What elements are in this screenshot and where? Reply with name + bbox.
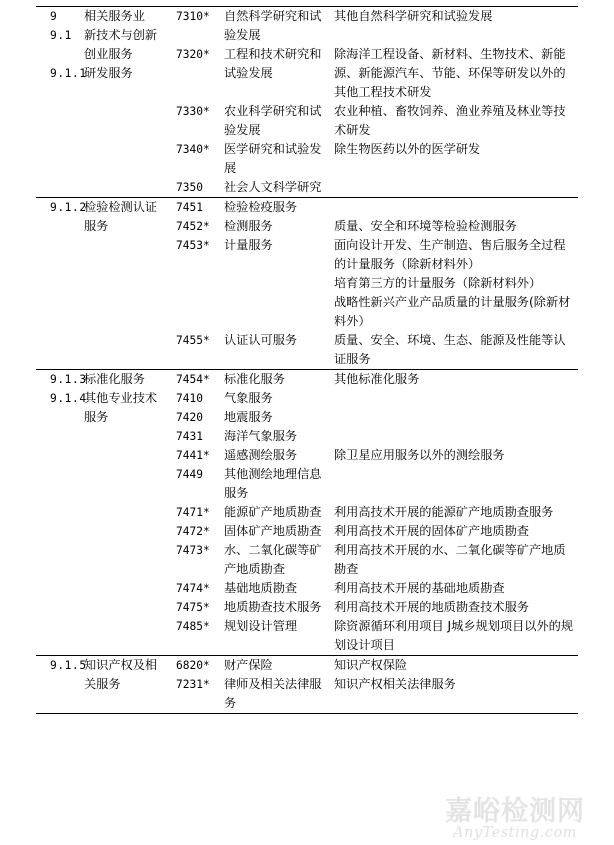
item-name-list	[218, 7, 327, 197]
description-cell	[327, 656, 578, 714]
item-filler	[224, 350, 324, 369]
item-description	[334, 178, 574, 197]
item-code: 7472*	[176, 525, 210, 538]
item-description: 除海洋工程设备、新材料、生物技术、新能源、新能源汽车、节能、环保等研发以外的其他工程技术研发	[334, 47, 566, 99]
item-code: 7441*	[176, 449, 210, 462]
table-section-row	[36, 370, 578, 656]
item-description: 质量、安全和环境等检验检测服务	[334, 219, 517, 233]
description-list	[327, 7, 578, 197]
item-filler	[224, 312, 324, 331]
category-name-line: 创业服务	[84, 47, 133, 61]
item-name: 财产保险	[224, 658, 273, 672]
item-code: 7449	[176, 468, 203, 481]
item-code: 7455*	[176, 334, 210, 347]
category-name-cell	[78, 370, 170, 656]
item-name: 标准化服务	[224, 372, 285, 386]
category-name-list	[78, 198, 170, 236]
item-name: 自然科学研究和试验发展	[224, 9, 322, 42]
item-name: 律师及相关法律服务	[224, 677, 322, 710]
item-code	[176, 274, 215, 293]
category-name-line: 研发服务	[84, 66, 133, 80]
item-name: 固体矿产地质勘查	[224, 524, 322, 538]
section-number	[50, 45, 75, 64]
item-code: 7474*	[176, 582, 210, 595]
code-filler	[176, 484, 215, 503]
item-filler	[224, 255, 324, 274]
item-description: 知识产权保险	[334, 658, 408, 672]
item-name: 海洋气象服务	[224, 429, 298, 443]
item-name	[224, 274, 324, 293]
item-description: 知识产权相关法律服务	[334, 677, 456, 691]
category-name-line: 服务	[84, 410, 109, 424]
description-cell	[327, 370, 578, 656]
item-description: 除资源循环利用项目 J城乡规划项目以外的规划设计项目	[334, 619, 574, 652]
section-number: 9.1	[50, 29, 73, 42]
item-name: 其他测绘地理信息服务	[224, 467, 322, 500]
section-number-list	[36, 7, 87, 83]
description-filler	[334, 159, 574, 178]
item-name: 规划设计管理	[224, 619, 298, 633]
category-name-line: 知识产权及相	[84, 658, 158, 672]
item-description	[334, 465, 574, 484]
code-list	[170, 198, 218, 369]
code-list	[170, 656, 218, 713]
item-description: 质量、安全、环境、生态、能源及性能等认证服务	[334, 333, 566, 366]
item-code: 7420	[176, 411, 203, 424]
item-description	[334, 389, 574, 408]
item-description	[334, 198, 574, 217]
item-name-cell	[218, 7, 327, 198]
item-code: 7350	[176, 181, 203, 194]
section-number-list	[36, 198, 87, 217]
section-number-cell	[36, 370, 87, 656]
section-number-cell	[36, 7, 87, 198]
code-cell	[170, 656, 218, 714]
item-code: 7330*	[176, 105, 210, 118]
item-description: 其他标准化服务	[334, 372, 420, 386]
section-number-list	[36, 656, 87, 675]
watermark-cn-text: 嘉峪检测网	[445, 796, 585, 827]
item-description: 面向设计开发、生产制造、售后服务全过程的计量服务（除新材料外）	[334, 238, 566, 271]
section-number-list	[36, 370, 87, 408]
item-name: 地震服务	[224, 410, 273, 424]
item-code: 7320*	[176, 48, 210, 61]
section-number-cell	[36, 656, 87, 714]
item-name: 工程和技术研究和试验发展	[224, 47, 322, 80]
code-cell	[170, 198, 218, 370]
item-description: 战略性新兴产业产品质量的计量服务(除新材料外）	[334, 295, 571, 328]
section-number: 9.1.4	[50, 392, 87, 405]
item-code: 7475*	[176, 601, 210, 614]
item-name: 水、二氧化碳等矿产地质勘查	[224, 543, 322, 576]
item-code: 7451	[176, 201, 203, 214]
description-filler	[334, 694, 574, 713]
description-filler	[334, 26, 574, 45]
category-name-line: 检验检测认证	[84, 200, 158, 214]
table-body	[36, 7, 578, 713]
code-filler	[176, 121, 215, 140]
item-name: 认证认可服务	[224, 333, 298, 347]
section-number: 9	[50, 10, 58, 23]
code-cell	[170, 7, 218, 198]
section-number: 9.1.3	[50, 373, 87, 386]
item-name: 检验检疫服务	[224, 200, 298, 214]
item-name-cell	[218, 656, 327, 714]
code-list	[170, 7, 218, 197]
code-filler	[176, 255, 215, 274]
category-name-line: 关服务	[84, 677, 121, 691]
code-filler	[176, 694, 215, 713]
category-name-list	[78, 370, 170, 427]
item-name: 医学研究和试验发展	[224, 142, 322, 175]
item-name	[224, 293, 324, 312]
item-description: 利用高技术开展的水、二氧化碳等矿产地质勘查	[334, 543, 566, 576]
item-code: 7473*	[176, 544, 210, 557]
item-name: 基础地质勘查	[224, 581, 298, 595]
item-code: 7471*	[176, 506, 210, 519]
category-name-line: 新技术与创新	[84, 28, 158, 42]
item-filler	[224, 83, 324, 102]
table-section-row	[36, 7, 578, 198]
item-name-list	[218, 370, 327, 655]
item-code: 7410	[176, 392, 203, 405]
code-filler	[176, 159, 215, 178]
item-name: 农业科学研究和试验发展	[224, 104, 322, 137]
category-name-cell	[78, 7, 170, 198]
watermark	[422, 797, 608, 841]
code-filler	[176, 560, 215, 579]
code-filler	[176, 312, 215, 331]
code-list	[170, 370, 218, 655]
category-name-line: 标准化服务	[84, 372, 145, 386]
watermark-en-text: AnyTesting.com	[453, 825, 577, 841]
item-description: 利用高技术开展的基础地质勘查	[334, 581, 505, 595]
item-name: 计量服务	[224, 238, 273, 252]
item-description: 其他自然科学研究和试验发展	[334, 9, 493, 23]
category-name-list	[78, 7, 170, 83]
item-description	[334, 408, 574, 427]
description-list	[327, 370, 578, 655]
code-cell	[170, 370, 218, 656]
item-description: 利用高技术开展的固体矿产地质勘查	[334, 524, 529, 538]
item-name-cell	[218, 198, 327, 370]
item-name: 气象服务	[224, 391, 273, 405]
table-section-row	[36, 198, 578, 370]
description-cell	[327, 7, 578, 198]
code-filler	[176, 26, 215, 45]
item-code: 7431	[176, 430, 203, 443]
description-filler	[334, 484, 574, 503]
description-list	[327, 198, 578, 369]
category-name-line: 其他专业技术	[84, 391, 158, 405]
item-code	[176, 293, 215, 312]
item-name: 检测服务	[224, 219, 273, 233]
category-name-line: 相关服务业	[84, 9, 145, 23]
category-name-list	[78, 656, 170, 694]
item-code: 7453*	[176, 239, 210, 252]
category-name-cell	[78, 656, 170, 714]
description-list	[327, 656, 578, 713]
item-code: 7454*	[176, 373, 210, 386]
section-number: 9.1.2	[50, 201, 87, 214]
classification-table	[36, 7, 578, 713]
item-filler	[224, 636, 324, 655]
section-number-cell	[36, 198, 87, 370]
item-name: 遥感测绘服务	[224, 448, 298, 462]
description-cell	[327, 198, 578, 370]
item-description: 利用高技术开展的能源矿产地质勘查服务	[334, 505, 554, 519]
item-name-cell	[218, 370, 327, 656]
item-description: 利用高技术开展的地质勘查技术服务	[334, 600, 529, 614]
item-description: 培育第三方的计量服务（除新材料外）	[334, 276, 542, 290]
code-filler	[176, 83, 215, 102]
item-code: 7231*	[176, 678, 210, 691]
classification-table-wrapper	[36, 6, 578, 714]
item-name-list	[218, 198, 327, 369]
code-filler	[176, 636, 215, 655]
category-name-line: 服务	[84, 219, 109, 233]
section-number: 9.1.1	[50, 67, 87, 80]
section-number: 9.1.5	[50, 659, 87, 672]
item-name: 社会人文科学研究	[224, 180, 322, 194]
item-code: 7452*	[176, 220, 210, 233]
item-code: 7310*	[176, 10, 210, 23]
table-section-row	[36, 656, 578, 714]
item-name: 能源矿产地质勘查	[224, 505, 322, 519]
code-filler	[176, 64, 215, 83]
item-code: 7485*	[176, 620, 210, 633]
item-description: 除生物医药以外的医学研发	[334, 142, 481, 156]
item-name-list	[218, 656, 327, 713]
item-description: 农业种植、畜牧饲养、渔业养殖及林业等技术研发	[334, 104, 566, 137]
code-filler	[176, 350, 215, 369]
item-description: 除卫星应用服务以外的测绘服务	[334, 448, 505, 462]
item-description	[334, 427, 574, 446]
item-code: 6820*	[176, 659, 210, 672]
item-name: 地质勘查技术服务	[224, 600, 322, 614]
category-name-cell	[78, 198, 170, 370]
item-code: 7340*	[176, 143, 210, 156]
